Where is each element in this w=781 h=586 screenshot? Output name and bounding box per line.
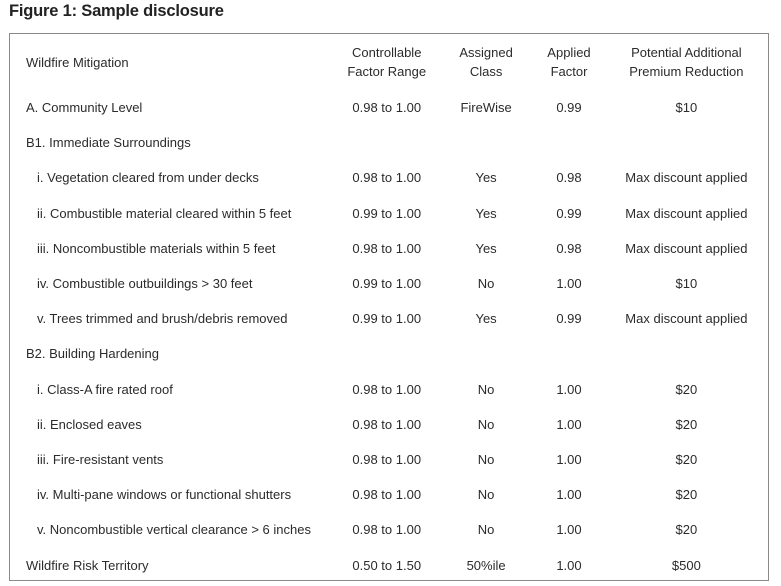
row-reduction: Max discount applied <box>625 170 748 186</box>
row-factor: 0.99 <box>556 100 582 116</box>
row-class: No <box>477 276 495 292</box>
table-row <box>26 442 768 477</box>
row-label: iv. Multi-pane windows or functional shutters <box>37 487 292 503</box>
header-wildfire-mitigation: Wildfire Mitigation <box>26 54 129 70</box>
row-class: No <box>477 381 495 397</box>
row-label: Wildfire Risk Territory <box>26 557 149 573</box>
row-reduction: $20 <box>675 416 698 432</box>
header-range-line1: Controllable <box>352 45 422 60</box>
row-label: i. Class-A fire rated roof <box>37 381 173 397</box>
header-assigned-class <box>439 34 533 90</box>
row-class: No <box>477 522 495 538</box>
table-row <box>26 512 768 547</box>
row-range: 0.98 to 1.00 <box>352 522 422 538</box>
header-range-line2: Factor Range <box>347 64 427 79</box>
row-reduction: $10 <box>675 100 698 116</box>
row-range: 0.98 to 1.00 <box>352 170 422 186</box>
row-reduction: $500 <box>671 557 701 573</box>
disclosure-table <box>26 34 768 583</box>
row-label: v. Noncombustible vertical clearance > 6 inches <box>37 522 311 538</box>
table-row <box>26 90 768 125</box>
row-range <box>335 336 439 371</box>
disclosure-table-box <box>9 33 769 581</box>
header-factor-line1: Applied <box>547 45 591 60</box>
row-label: ii. Combustible material cleared within 5 feet <box>37 205 292 221</box>
header-class-line2: Class <box>469 64 503 79</box>
table-row <box>26 336 768 371</box>
table-row <box>26 160 768 195</box>
row-factor <box>533 125 605 160</box>
row-factor: 1.00 <box>556 451 582 467</box>
table-row <box>26 407 768 442</box>
header-row <box>26 34 768 90</box>
row-reduction <box>605 336 768 371</box>
row-reduction: Max discount applied <box>625 311 748 327</box>
row-factor: 1.00 <box>556 276 582 292</box>
row-range: 0.98 to 1.00 <box>352 451 422 467</box>
table-row <box>26 372 768 407</box>
row-range: 0.98 to 1.00 <box>352 487 422 503</box>
header-controllable-factor-range <box>335 34 439 90</box>
row-class <box>439 125 533 160</box>
row-range: 0.98 to 1.00 <box>352 381 422 397</box>
row-factor: 0.98 <box>556 170 582 186</box>
row-reduction: Max discount applied <box>625 240 748 256</box>
row-factor <box>533 336 605 371</box>
row-class: Yes <box>475 311 497 327</box>
table-row <box>26 196 768 231</box>
header-factor-line2: Factor <box>550 64 588 79</box>
row-class: Yes <box>475 205 497 221</box>
row-factor: 0.99 <box>556 311 582 327</box>
row-reduction: $20 <box>675 487 698 503</box>
header-premium-reduction <box>605 34 768 90</box>
row-factor: 0.99 <box>556 205 582 221</box>
row-class <box>439 336 533 371</box>
row-factor: 1.00 <box>556 381 582 397</box>
row-label: iv. Combustible outbuildings > 30 feet <box>37 276 253 292</box>
row-factor: 1.00 <box>556 522 582 538</box>
row-class: No <box>477 451 495 467</box>
row-factor: 1.00 <box>556 416 582 432</box>
row-factor: 1.00 <box>556 487 582 503</box>
row-reduction: Max discount applied <box>625 205 748 221</box>
row-class: FireWise <box>460 100 512 116</box>
row-label: v. Trees trimmed and brush/debris removed <box>37 311 288 327</box>
row-label: B1. Immediate Surroundings <box>26 135 191 151</box>
row-factor: 1.00 <box>556 557 582 573</box>
row-range: 0.99 to 1.00 <box>352 205 422 221</box>
row-reduction: $20 <box>675 451 698 467</box>
row-range: 0.98 to 1.00 <box>352 240 422 256</box>
row-range: 0.99 to 1.00 <box>352 276 422 292</box>
row-class: No <box>477 416 495 432</box>
header-reduction-line2: Premium Reduction <box>629 64 744 79</box>
row-reduction: $20 <box>675 381 698 397</box>
row-factor: 0.98 <box>556 240 582 256</box>
table-row <box>26 125 768 160</box>
header-applied-factor <box>533 34 605 90</box>
row-reduction: $10 <box>675 276 698 292</box>
header-class-line1: Assigned <box>459 45 513 60</box>
row-label: B2. Building Hardening <box>26 346 159 362</box>
row-label: ii. Enclosed eaves <box>37 416 142 432</box>
table-row <box>26 231 768 266</box>
row-class: Yes <box>475 240 497 256</box>
table-row <box>26 266 768 301</box>
row-reduction: $20 <box>675 522 698 538</box>
row-class: Yes <box>475 170 497 186</box>
row-label: iii. Noncombustible materials within 5 feet <box>37 240 276 256</box>
header-reduction-line1: Potential Additional <box>631 45 742 60</box>
row-label: iii. Fire-resistant vents <box>37 451 164 467</box>
table-row <box>26 301 768 336</box>
figure-title: Figure 1: Sample disclosure <box>9 2 224 20</box>
row-class: No <box>477 487 495 503</box>
row-range: 0.98 to 1.00 <box>352 100 422 116</box>
row-label: A. Community Level <box>26 100 143 116</box>
row-reduction <box>605 125 768 160</box>
table-row <box>26 547 768 582</box>
row-range: 0.99 to 1.00 <box>352 311 422 327</box>
row-range <box>335 125 439 160</box>
row-range: 0.50 to 1.50 <box>352 557 422 573</box>
row-label: i. Vegetation cleared from under decks <box>37 170 259 186</box>
row-range: 0.98 to 1.00 <box>352 416 422 432</box>
table-row <box>26 477 768 512</box>
row-class: 50%ile <box>466 557 506 573</box>
